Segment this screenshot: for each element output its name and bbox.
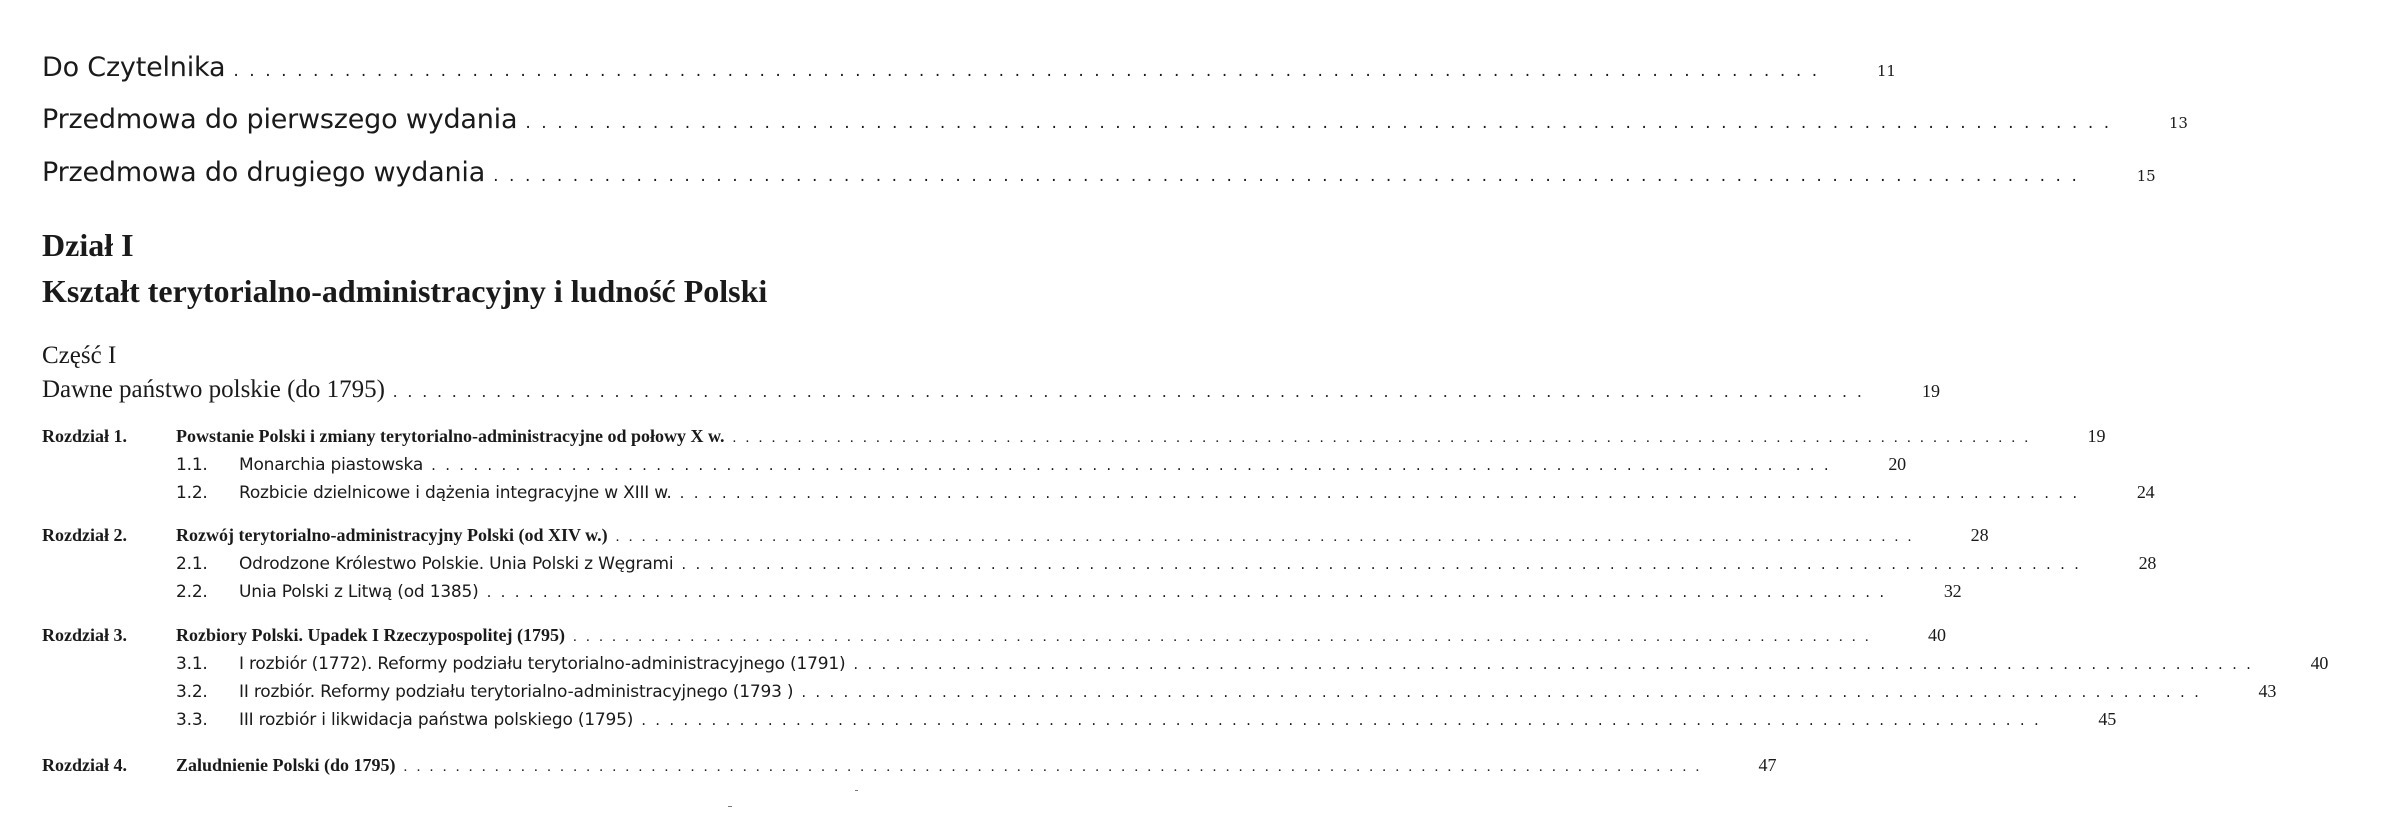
subchapter-number: 2.1. [176,554,208,574]
dot-leader: .................................................................................................... [493,166,2088,186]
subchapter-number: 1.2. [176,483,208,503]
toc-subchapter-3-1[interactable] [0,653,2329,674]
chapter-number: Rozdział 2. [42,525,127,545]
toc-chapter-3[interactable] [0,625,1946,646]
section-label: Dział I [42,227,134,263]
subchapter-number: 1.1. [176,455,208,475]
chapter-title: Zaludnienie Polski (do 1795) [176,755,396,775]
subchapter-page: 45 [2098,709,2117,729]
subchapter-title: II rozbiór. Reformy podziału terytorialno-administracyjnego (1793 ) [239,682,794,702]
subchapter-title: Monarchia piastowska [239,455,424,475]
toc-entry-page: 11 [1877,62,1896,80]
dot-leader: .................................................................................................... [615,529,1921,545]
toc-chapter-4[interactable] [0,755,1777,776]
chapter-number: Rozdział 4. [42,755,127,775]
dot-leader: .................................................................................................... [853,655,2261,673]
toc-entry-page: 19 [1922,381,1940,401]
toc-subchapter-1-2[interactable] [0,482,2155,503]
chapter-number: Rozdział 3. [42,625,127,645]
dot-leader: .................................................................................................... [801,683,2209,701]
toc-subchapter-2-1[interactable] [0,553,2157,574]
dot-leader: .................................................................................................... [681,555,2089,573]
chapter-page: 47 [1758,755,1777,775]
toc-entry-przedmowa-2[interactable] [0,157,2156,188]
subchapter-number: 3.2. [176,682,208,702]
subchapter-number: 3.3. [176,710,208,730]
subchapter-number: 2.2. [176,582,208,602]
toc-entry-part[interactable] [0,376,1940,404]
toc-entry-title: Przedmowa do drugiego wydania [42,157,486,188]
subchapter-page: 32 [1943,581,1962,601]
dot-leader: .................................................................................................... [679,484,2087,502]
subchapter-title: III rozbiór i likwidacja państwa polskiego (1795) [239,710,634,730]
subchapter-page: 28 [2138,553,2157,573]
toc-entry-page: 13 [2169,114,2188,132]
toc-subchapter-3-3[interactable] [0,709,2117,730]
dot-leader: .................................................................................................... [431,456,1838,474]
dot-leader: .................................................................................................... [732,430,2038,446]
toc-subchapter-3-2[interactable] [0,681,2277,702]
toc-entry-title: Przedmowa do pierwszego wydania [42,104,518,135]
subchapter-number: 3.1. [176,654,208,674]
subchapter-page: 40 [2310,653,2329,673]
toc-entry-przedmowa-1[interactable] [0,104,2188,135]
chapter-title: Rozbiory Polski. Upadek I Rzeczypospolitej (1795) [176,625,565,645]
toc-entry-title: Do Czytelnika [42,52,226,83]
chapter-title: Powstanie Polski i zmiany terytorialno-administracyjne od połowy X w. [176,426,725,446]
dot-leader: .................................................................................................... [641,711,2049,729]
toc-subchapter-1-1[interactable] [0,454,1906,475]
dot-leader: .................................................................................................... [233,61,1828,81]
subchapter-page: 43 [2258,681,2277,701]
dot-leader: .................................................................................................... [525,113,2120,133]
dot-leader: .................................................................................................... [486,583,1894,601]
subchapter-page: 24 [2136,482,2155,502]
toc-subchapter-2-2[interactable] [0,581,1962,602]
dot-leader: .................................................................................................... [403,759,1709,775]
chapter-page: 40 [1927,625,1946,645]
subchapter-title: Unia Polski z Litwą (od 1385) [239,582,479,602]
dot-leader: .................................................................................................... [393,382,1872,401]
chapter-page: 28 [1970,525,1989,545]
toc-chapter-1[interactable] [0,426,2106,447]
section-title: Kształt terytorialno-administracyjny i ludność Polski [42,273,768,309]
subchapter-title: Odrodzone Królestwo Polskie. Unia Polski z Węgrami [239,554,674,574]
toc-entry-page: 15 [2136,167,2156,185]
toc-entry-title: Dawne państwo polskie (do 1795) [42,376,385,403]
subchapter-page: 20 [1888,454,1906,474]
subchapter-title: I rozbiór (1772). Reformy podziału terytorialno-administracyjnego (1791) [239,654,846,674]
scan-speck [855,790,858,791]
chapter-title: Rozwój terytorialno-administracyjny Polski (od XIV w.) [176,525,608,545]
subchapter-title: Rozbicie dzielnicowe i dążenia integracyjne w XIII w. [239,483,672,503]
scan-speck [728,806,732,807]
part-label: Część I [42,342,117,369]
toc-chapter-2[interactable] [0,525,1989,546]
chapter-page: 19 [2087,426,2106,446]
toc-entry-do-czytelnika[interactable] [0,52,1896,83]
chapter-number: Rozdział 1. [42,426,127,446]
dot-leader: .................................................................................................... [572,629,1878,645]
